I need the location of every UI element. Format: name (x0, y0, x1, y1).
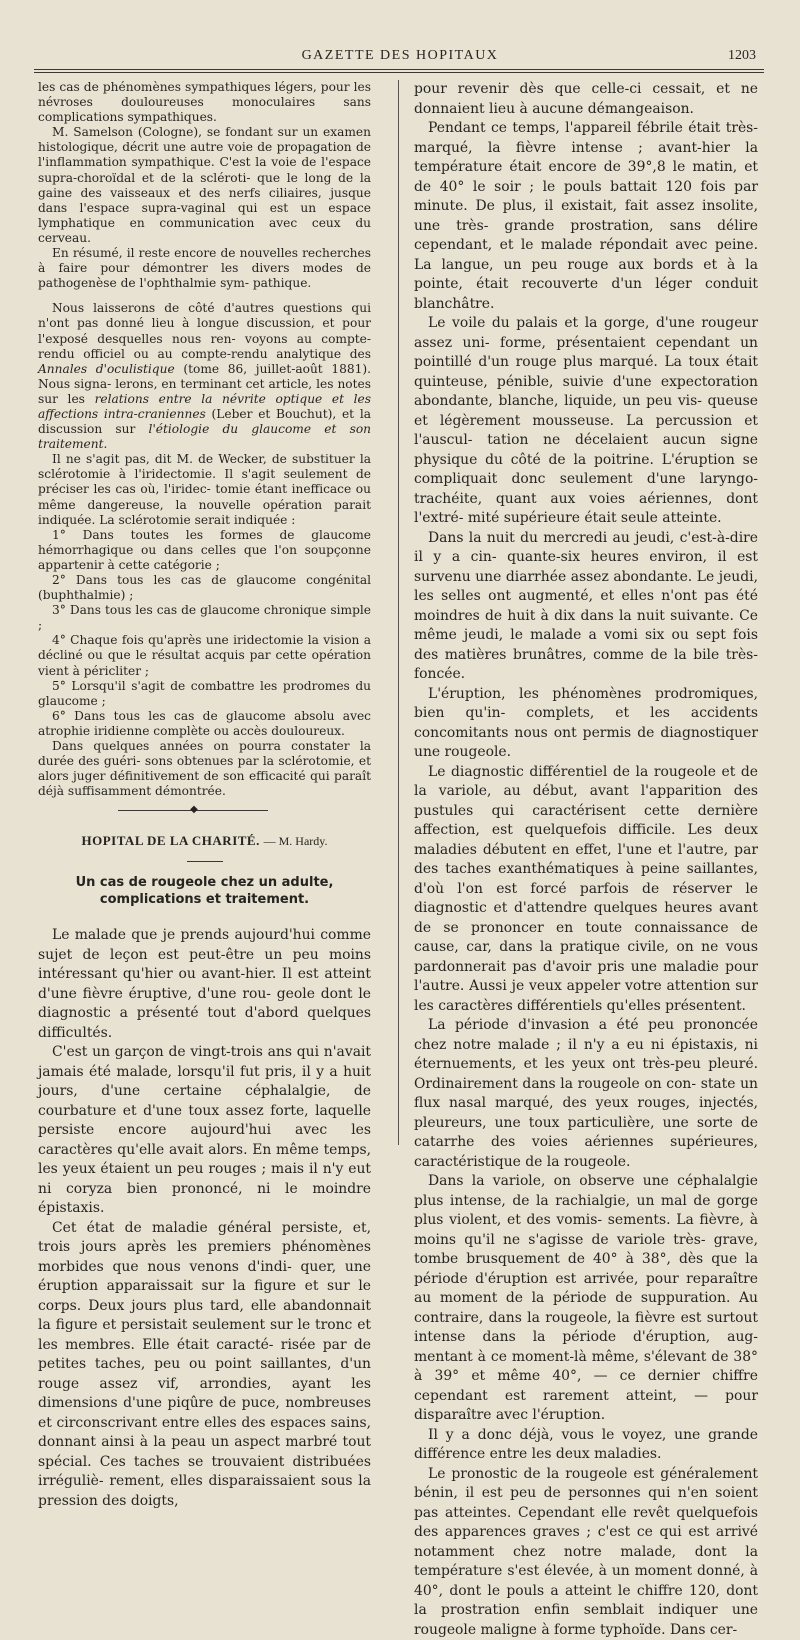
paragraph: Il y a donc déjà, vous le voyez, une grande différence entre les deux maladies. (414, 1426, 758, 1465)
heading-rule (187, 861, 223, 862)
paragraph: Dans quelques années on pourra constater la durée des guéri- sons obtenues par la sclérotomie, et alors juger définitivement de son efficacité qui paraît déjà suffisamment démontrée. (38, 739, 371, 799)
paragraph: Il ne s'agit pas, dit M. de Wecker, de substituer la sclérotomie à l'iridectomie. Il s'agit seulement de préciser les cas où, l'iridec- tomie étant inefficace ou même dangereuse, la nouvelle opération parait indiquée. La sclérotomie serait indiquée : (38, 452, 371, 527)
ophthalmia-section (38, 80, 371, 799)
list-item: 3° Dans tous les cas de glaucome chronique simple ; (38, 603, 371, 633)
header-rule-top (34, 69, 764, 70)
page-number: 1203 (700, 48, 756, 64)
paragraph: Le voile du palais et la gorge, d'une rougeur assez uni- forme, présentaient cependant un pointillé d'un rouge plus marqué. La toux était quinteuse, pénible, suivie d'une expectoration abondante, blanche, liquide, un peu vis- queuse et légèrement mousseuse. La percussion et l'auscul- tation ne décelaient aucun signe physique du côté de la poitrine. L'éruption se compliquait donc seulement d'une laryngo-trachéite, quant aux voies aériennes, dont l'extré- mité supérieure était seule atteinte. (414, 314, 758, 529)
paragraph: Cet état de maladie général persiste, et, trois jours après les premiers phénomènes morbides que nous venons d'indi- quer, une éruption apparaissait sur la figure et sur le corps. Deux jours plus tard, elle abandonnait la figure et persistait seulement sur le tronc et les membres. Elle était caracté- risée par de petites taches, peu ou point saillantes, d'un rouge assez vif, arrondies, ayant les dimensions d'une piqûre de puce, nombreuses et circonscrivant entre elles des espaces sains, donnant ainsi à la peau un aspect marbré tout spécial. Ces taches se trouvaient distribuées irréguliè- rement, elles disparaissaient sous la pression des doigts, (38, 1219, 371, 1512)
right-column (414, 80, 758, 1640)
paragraph: En résumé, il reste encore de nouvelles recherches à faire pour démontrer les divers modes de pathogenèse de l'ophthalmie sym- pathique. (38, 246, 371, 291)
paragraph: pour revenir dès que celle-ci cessait, et ne donnaient lieu à aucune démangeaison. (414, 80, 758, 119)
paragraph: M. Samelson (Cologne), se fondant sur un examen histologique, décrit une autre voie de propagation de l'inflammation sympathique. C'est la voie de l'espace supra-choroïdal et de la scléroti- que le long de la gaine des vaisseaux et des nerfs ciliaires, jusque dans l'espace supra-vaginal qui est un espace lymphatique en communication avec ceux du cerveau. (38, 125, 371, 246)
paragraph: La période d'invasion a été peu prononcée chez notre malade ; il n'y a eu ni épistaxis, ni éternuements, et les yeux ont très-peu pleuré. Ordinairement dans la rougeole on con- state un flux nasal marqué, des yeux rouges, injectés, pleureurs, une toux particulière, une sorte de catarrhe des voies aériennes supérieures, caractéristique de la rougeole. (414, 1016, 758, 1172)
case-title: Un cas de rougeole chez un adulte, complications et traitement. (46, 874, 363, 908)
lecture-text-left (38, 926, 371, 1511)
paragraph: Le malade que je prends aujourd'hui comme sujet de leçon est peut-être un peu moins intéressant qu'hier ou avant-hier. Il est atteint d'une fièvre éruptive, d'une rou- geole dont le diagnostic a présenté tout d'abord quelques difficultés. (38, 926, 371, 1043)
paragraph: L'éruption, les phénomènes prodromiques, bien qu'in- complets, et les accidents concomitants nous ont permis de diagnostiquer une rougeole. (414, 685, 758, 763)
header-rule-bottom (34, 72, 764, 73)
paragraph: Dans la variole, on observe une céphalalgie plus intense, de la rachialgie, un mal de gorge plus violent, et des vomis- sements. La fièvre, à moins qu'il ne s'agisse de variole très- grave, tombe brusquement de 40° à 38°, dès que la période d'éruption est arrivée, pour reparaître au moment de la période de suppuration. Au contraire, dans la rougeole, la fièvre est surtout intense dans la période d'éruption, aug- mentant à ce moment-là même, s'élevant de 38° à 39° et même 40°, — ce dernier chiffre cependant est rarement atteint, — pour disparaître avec l'éruption. (414, 1172, 758, 1426)
journal-title: GAZETTE DES HOPITAUX (300, 48, 500, 64)
left-column (38, 80, 371, 1511)
lecturer-name: — M. Hardy. (264, 834, 328, 848)
list-item: 5° Lorsqu'il s'agit de combattre les prodromes du glaucome ; (38, 679, 371, 709)
hospital-name: HOPITAL DE LA CHARITÉ. (82, 833, 260, 848)
paragraph: Le pronostic de la rougeole est généralement bénin, il est peu de personnes qui n'en soient pas atteintes. Cependant elle revêt quelquefois des apparences graves ; c'est ce qui est arrivé notamment chez notre malade, dont la température s'est élevée, à un moment donné, à 40°, dont le pouls a atteint le chiffre 120, dont la prostration enfin semblait indiquer une rougeole maligne à forme typhoïde. Dans cer- (414, 1465, 758, 1640)
list-item: 4° Chaque fois qu'après une iridectomie la vision a décliné ou que le résultat acquis par cette opération vient à péricliter ; (38, 633, 371, 678)
section-divider: ◆ (38, 799, 371, 821)
list-item: 1° Dans toutes les formes de glaucome hémorrhagique ou dans celles que l'on soupçonne appartenir à cette catégorie ; (38, 528, 371, 573)
paragraph: les cas de phénomènes sympathiques légers, pour les névroses douloureuses monoculaires sans complications sympathiques. (38, 80, 371, 125)
paragraph: C'est un garçon de vingt-trois ans qui n'avait jamais été malade, lorsqu'il fut pris, il y a huit jours, d'une certaine céphalalgie, de courbature et d'une toux assez forte, laquelle persiste encore aujourd'hui avec les caractères qu'elle avait alors. En même temps, les yeux étaient un peu rouges ; mais il n'y eut ni coryza bien prononcé, ni le moindre épistaxis. (38, 1043, 371, 1219)
column-separator (398, 80, 399, 1145)
paragraph: Nous laisserons de côté d'autres questions qui n'ont pas donné lieu à longue discussion, et pour l'exposé desquelles nous ren- voyons au compte-rendu officiel ou au compte-rendu analytique des Annales d'oculistique (tome 86, juillet-août 1881). Nous signa- lerons, en terminant cet article, les notes sur les relations entre la névrite optique et les affections intra-craniennes (Leber et Bouchut), et la discussion sur l'étiologie du glaucome et son traitement. (38, 301, 371, 452)
paragraph: Le diagnostic différentiel de la rougeole et de la variole, au début, avant l'apparition des pustules qui caractérisent cette dernière affection, est quelquefois difficile. Les deux maladies débutent en effet, l'une et l'autre, par des taches exanthématiques à peine saillantes, d'où l'on est forcé parfois de réserver le diagnostic et d'attendre quelques heures avant de se prononcer en toute connaissance de cause, car, dans la pratique civile, on ne vous pardonnerait pas d'avoir pris une maladie pour l'autre. Aussi je veux appeler votre attention sur les caractères différentiels qu'elles présentent. (414, 763, 758, 1017)
section-heading (38, 833, 371, 849)
list-item: 6° Dans tous les cas de glaucome absolu avec atrophie iridienne complète ou accès douloureux. (38, 709, 371, 739)
paragraph: Pendant ce temps, l'appareil fébrile était très-marqué, la fièvre intense ; avant-hier la température était encore de 39°,8 le matin, et de 40° le soir ; le pouls battait 120 fois par minute. De plus, il existait, fait assez insolite, une très- grande prostration, sans délire cependant, et le malade répondait avec peine. La langue, un peu rouge aux bords et à la pointe, était recouverte d'un léger conduit blanchâtre. (414, 119, 758, 314)
list-item: 2° Dans tous les cas de glaucome congénital (buphthalmie) ; (38, 573, 371, 603)
paragraph: Dans la nuit du mercredi au jeudi, c'est-à-dire il y a cin- quante-six heures environ, il est survenu une diarrhée assez abondante. Le jeudi, les selles ont augmenté, et elles n'ont pas été moindres de huit à dix dans la nuit suivante. Ce même jeudi, le malade a vomi six ou sept fois des matières brunâtres, comme de la bile très-foncée. (414, 529, 758, 685)
